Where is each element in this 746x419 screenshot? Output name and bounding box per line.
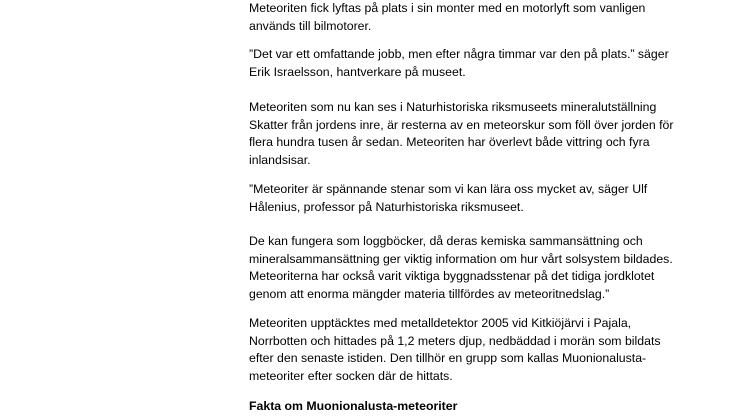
paragraph-quote-halenius: [249, 181, 647, 216]
text-line: Norrbotten och hittades på 1,2 meters djup, nedbäddad i morän som bildats: [249, 333, 661, 348]
paragraph-loggbocker: [249, 233, 673, 303]
text-line: Meteoriten upptäcktes med metalldetektor 2005 vid Kitkiöjärvi i Pajala,: [249, 316, 632, 330]
text-line: Skatter från jordens inre, är resterna av en meteorskur som föll över jorden för: [249, 117, 674, 132]
text-line: De kan fungera som loggböcker, då deras kemiska sammansättning och: [249, 234, 643, 248]
text-line: meteoriter efter socken där de hittats.: [249, 368, 453, 383]
text-line: genom att enorma mängder materia tillfördes av meteoritnedslag.”: [249, 286, 610, 301]
text-line: flera hundra tusen år sedan. Meteoriten har överlevt både vittring och fyra: [249, 135, 650, 149]
text-line: Meteoriten fick lyftas på plats i sin monter med en motorlyft som vanligen: [249, 1, 646, 15]
paragraph-upptackt: [249, 315, 661, 385]
text-line: används till bilmotorer.: [249, 18, 372, 33]
text-line: Meteoriterna har också varit viktiga byggnadsstenar på det tidiga jordklotet: [249, 269, 655, 283]
text-line: inlandsisar.: [249, 152, 311, 167]
paragraph-mineralutstallning: [249, 99, 673, 169]
section-heading: Fakta om Muonionalusta-meteoriter: [249, 399, 458, 413]
paragraph-motorlyft: [249, 0, 645, 35]
paragraph-quote-israelsson: [249, 46, 669, 81]
text-line: Erik Israelsson, hantverkare på museet.: [249, 64, 466, 79]
text-line: ”Det var ett omfattande jobb, men efter några timmar var den på plats.” säger: [249, 47, 669, 61]
text-line: efter den senaste istiden. Den tillhör en grupp som kallas Muonionalusta-: [249, 351, 647, 365]
text-line: ”Meteoriter är spännande stenar som vi kan lära oss mycket av, säger Ulf: [249, 182, 648, 196]
text-line: mineralsammansättning ger viktig information om hur vårt solsystem bildades.: [249, 251, 673, 266]
text-line: Meteoriten som nu kan ses i Naturhistoriska riksmuseets mineralutställning: [249, 100, 657, 114]
text-line: Hålenius, professor på Naturhistoriska riksmuseet.: [249, 199, 524, 214]
